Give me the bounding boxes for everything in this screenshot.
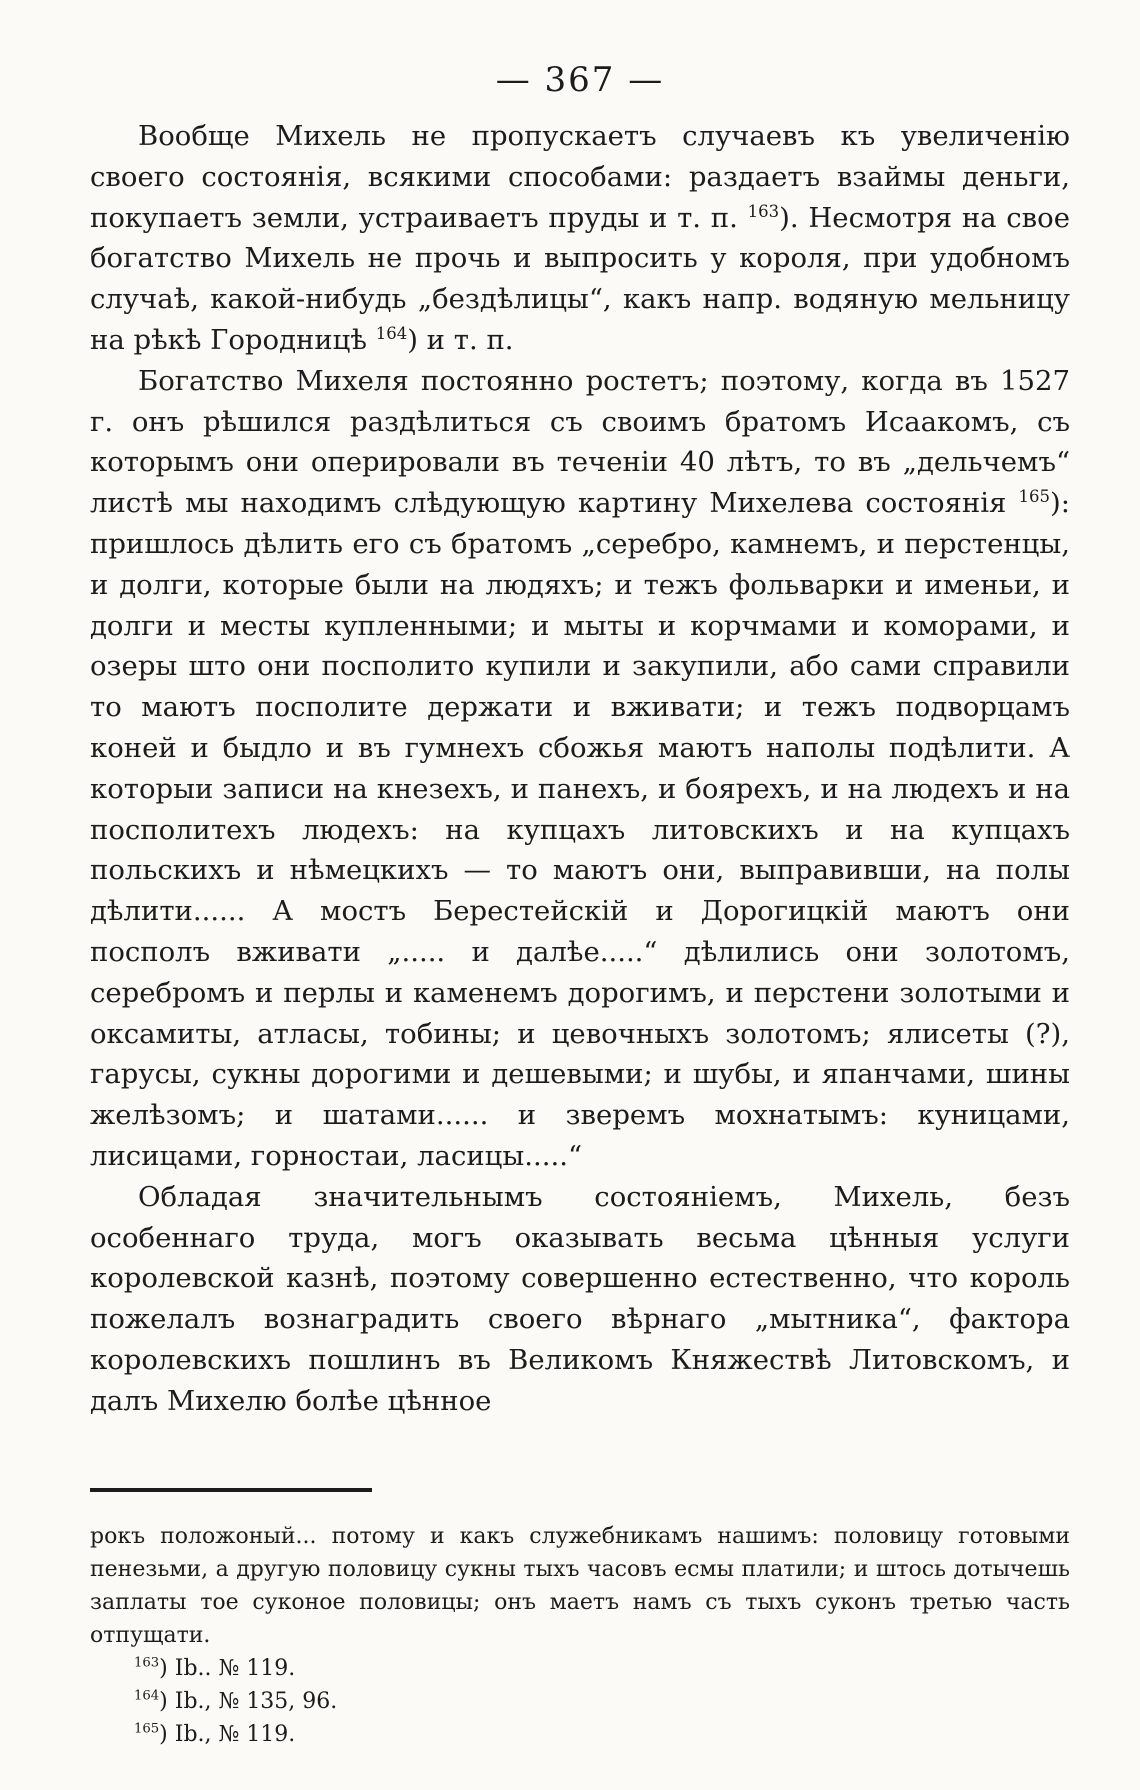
footnote-continuation: рокъ положоный... потому и какъ служебникамъ нашимъ: половицу готовыми пенезьми, а другую половицу сукны тыхъ часовъ есмы платили; и штось дотычешь заплаты тое суконое половицы; онъ маетъ намъ съ тыхъ суконъ третью часть отпущати. [90, 1523, 1070, 1648]
paragraph-text: Обладая значительнымъ состояніемъ, Михель, безъ особеннаго труда, могъ оказывать весьма цѣнныя услуги королевской казнѣ, поэтому совершенно естественно, что король пожелалъ вознаградить своего вѣрнаго „мытника“, фактора королевскихъ пошлинъ въ Великомъ Княжествѣ Литовскомъ, и далъ Михелю болѣе цѣнное [90, 1180, 1070, 1417]
footnote-text: ) Ib., № 135, 96. [159, 1688, 338, 1714]
footnote-text: ) Ib.. № 119. [159, 1655, 296, 1681]
page-number: — 367 — [495, 60, 665, 100]
paragraph-text: ) и т. п. [407, 323, 514, 356]
paragraph-text: ). Несмотря на свое богатство Михель не прочь и выпросить у короля, при удобномъ случаѣ, какой-нибудь „бездѣлицы“, какъ напр. водяную мельницу на рѣкѣ Городницѣ [90, 201, 1070, 356]
paragraph-text: Вообще Михель не пропускаетъ случаевъ къ увеличенію своего состоянія, всякими способами: раздаетъ взаймы деньги, покупаетъ земли, устраиваетъ пруды и т. п. [90, 120, 1070, 234]
paragraph [90, 1177, 1070, 1422]
main-text [90, 116, 1070, 1422]
footnote-text: ) Ib., № 119. [159, 1721, 296, 1747]
footnote-ref: 164 [375, 323, 408, 343]
footnote-number: 164 [134, 1688, 160, 1704]
book-page [90, 60, 1070, 1750]
paragraph [90, 361, 1070, 1177]
footnote-ref: 165 [1018, 487, 1050, 507]
footnote-divider [90, 1488, 372, 1492]
footnote-number: 165 [134, 1721, 160, 1737]
footnote-ref: 163 [747, 201, 780, 221]
paragraph [90, 116, 1070, 361]
footnote [90, 1652, 1070, 1685]
footnote [90, 1718, 1070, 1751]
footnote [90, 1685, 1070, 1718]
footnote-number: 163 [134, 1655, 160, 1671]
footnotes [90, 1520, 1070, 1751]
paragraph-text: Богатство Михеля постоянно ростетъ; поэтому, когда въ 1527 г. онъ рѣшился раздѣлиться съ своимъ братомъ Исаакомъ, съ которымъ они оперировали въ теченіи 40 лѣтъ, то въ „дельчемъ“ листѣ мы находимъ слѣдующую картину Михелева состоянія [90, 364, 1070, 520]
paragraph-text: ): пришлось дѣлить его съ братомъ „серебро, камнемъ, и перстенцы, и долги, которые были на людяхъ; и тежъ фольварки и именьи, и долги и месты купленными; и мыты и корчмами и коморами, и озеры што они посполито купили и закупили, або сами справили то маютъ посполите держати и вживати; и тежъ подворцамъ коней и быдло и въ гумнехъ сбожья маютъ наполы подѣлити. А которыи записи на кнезехъ, и панехъ, и боярехъ, и на людехъ и на посполитехъ людехъ: на купцахъ литовскихъ и на купцахъ польскихъ и нѣмецкихъ — то маютъ они, выправивши, на полы дѣлити...... А мостъ Берестейскій и Дорогицкій маютъ они посполъ вживати „..... и далѣе.....“ дѣлились они золотомъ, серебромъ и перлы и каменемъ дорогимъ, и перстени золотыми и оксамиты, атласы, тобины; и цевочныхъ золотомъ; ялисеты (?), гарусы, сукны дорогими и дешевыми; и шубы, и япанчами, шины желѣзомъ; и шатами...... и зверемъ мохнатымъ: куницами, лисицами, горностаи, ласицы.....“ [90, 487, 1070, 1172]
